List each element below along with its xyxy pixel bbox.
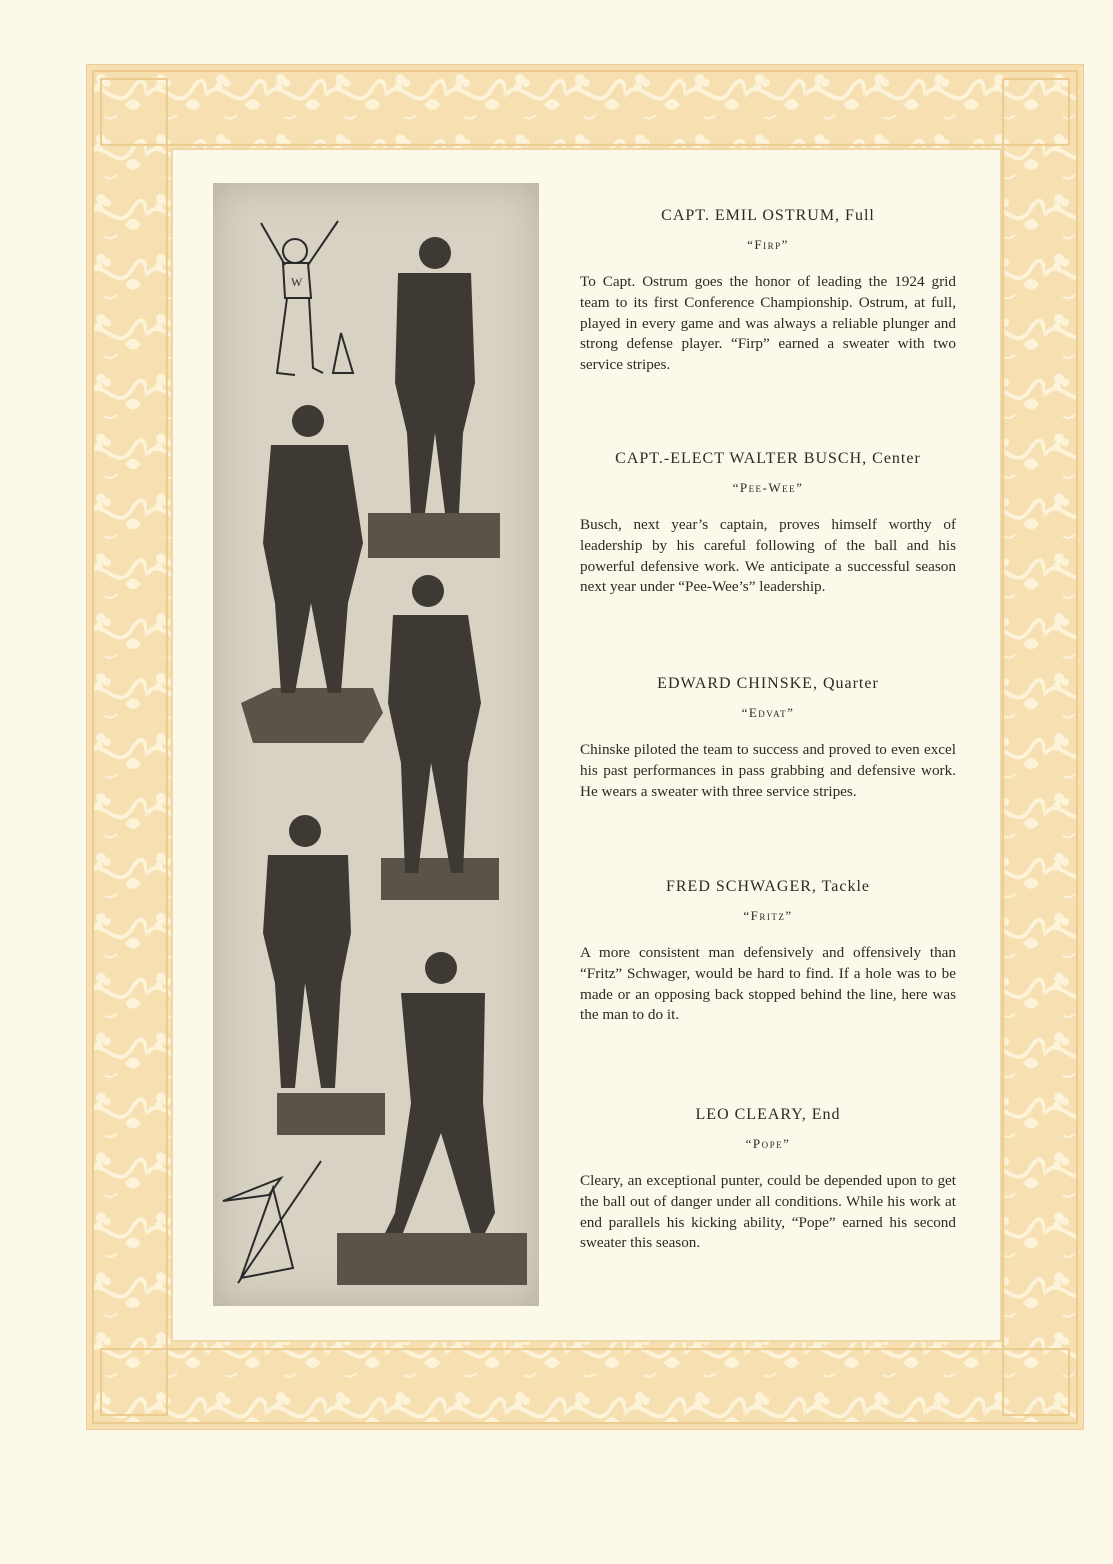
bio-chinske: [580, 674, 956, 802]
player-photos: [213, 183, 539, 1306]
bio-text: Cleary, an exceptional punter, could be depended upon to get the ball out of danger under all conditions. While his work at end parallels his kicking ability, “Pope” earned his second sweater this season.: [580, 1172, 956, 1252]
bio-name: CAPT.-ELECT WALTER BUSCH, Center: [615, 450, 921, 467]
bio-nickname: “Pope”: [745, 1136, 791, 1151]
bio-busch: [580, 449, 956, 598]
bio-name: EDWARD CHINSKE, Quarter: [657, 675, 879, 692]
bio-nickname: “Firp”: [747, 237, 789, 252]
bio-text: Chinske piloted the team to success and proved to even excel his past performances in pass grabbing and defensive work. He wears a sweater with three service stripes.: [580, 741, 956, 800]
bio-name: LEO CLEARY, End: [695, 1106, 841, 1123]
bio-ostrum: [580, 206, 956, 376]
bio-name: FRED SCHWAGER, Tackle: [665, 878, 871, 895]
bio-nickname: “Fritz”: [743, 908, 793, 923]
player-photo-ostrum: [368, 237, 500, 558]
player-photo-column: [213, 183, 539, 1306]
bio-schwager: [580, 877, 956, 1026]
svg-text:W: W: [291, 275, 303, 289]
bio-nickname: “Edvat”: [741, 705, 795, 720]
bio-nickname: “Pee-Wee”: [732, 480, 804, 495]
bio-name: CAPT. EMIL OSTRUM, Full: [661, 207, 875, 224]
bio-text: Busch, next year’s captain, proves himself worthy of leadership by his careful following of the ball and his powerful defensive work. We anticipate a successful season next year under “Pee-Wee’s” leadership.: [580, 516, 956, 596]
bio-text: A more consistent man defensively and offensively than “Fritz” Schwager, would be hard to find. If a hole was to be made or an opposing back stopped behind the line, here was the man to do it.: [580, 944, 956, 1024]
bio-cleary: [580, 1105, 956, 1254]
pennant-megaphone-icon: [223, 1161, 321, 1283]
player-photo-chinske: [381, 575, 499, 900]
cheerleader-icon: [261, 221, 353, 375]
bio-text: To Capt. Ostrum goes the honor of leading the 1924 grid team to its first Conference Championship. Ostrum, at full, played in every game and was always a reliable plunger and strong defense player. “Firp” earned a sweater with two service stripes.: [580, 273, 956, 374]
player-photo-busch: [241, 405, 383, 743]
player-photo-schwager: [263, 815, 385, 1135]
